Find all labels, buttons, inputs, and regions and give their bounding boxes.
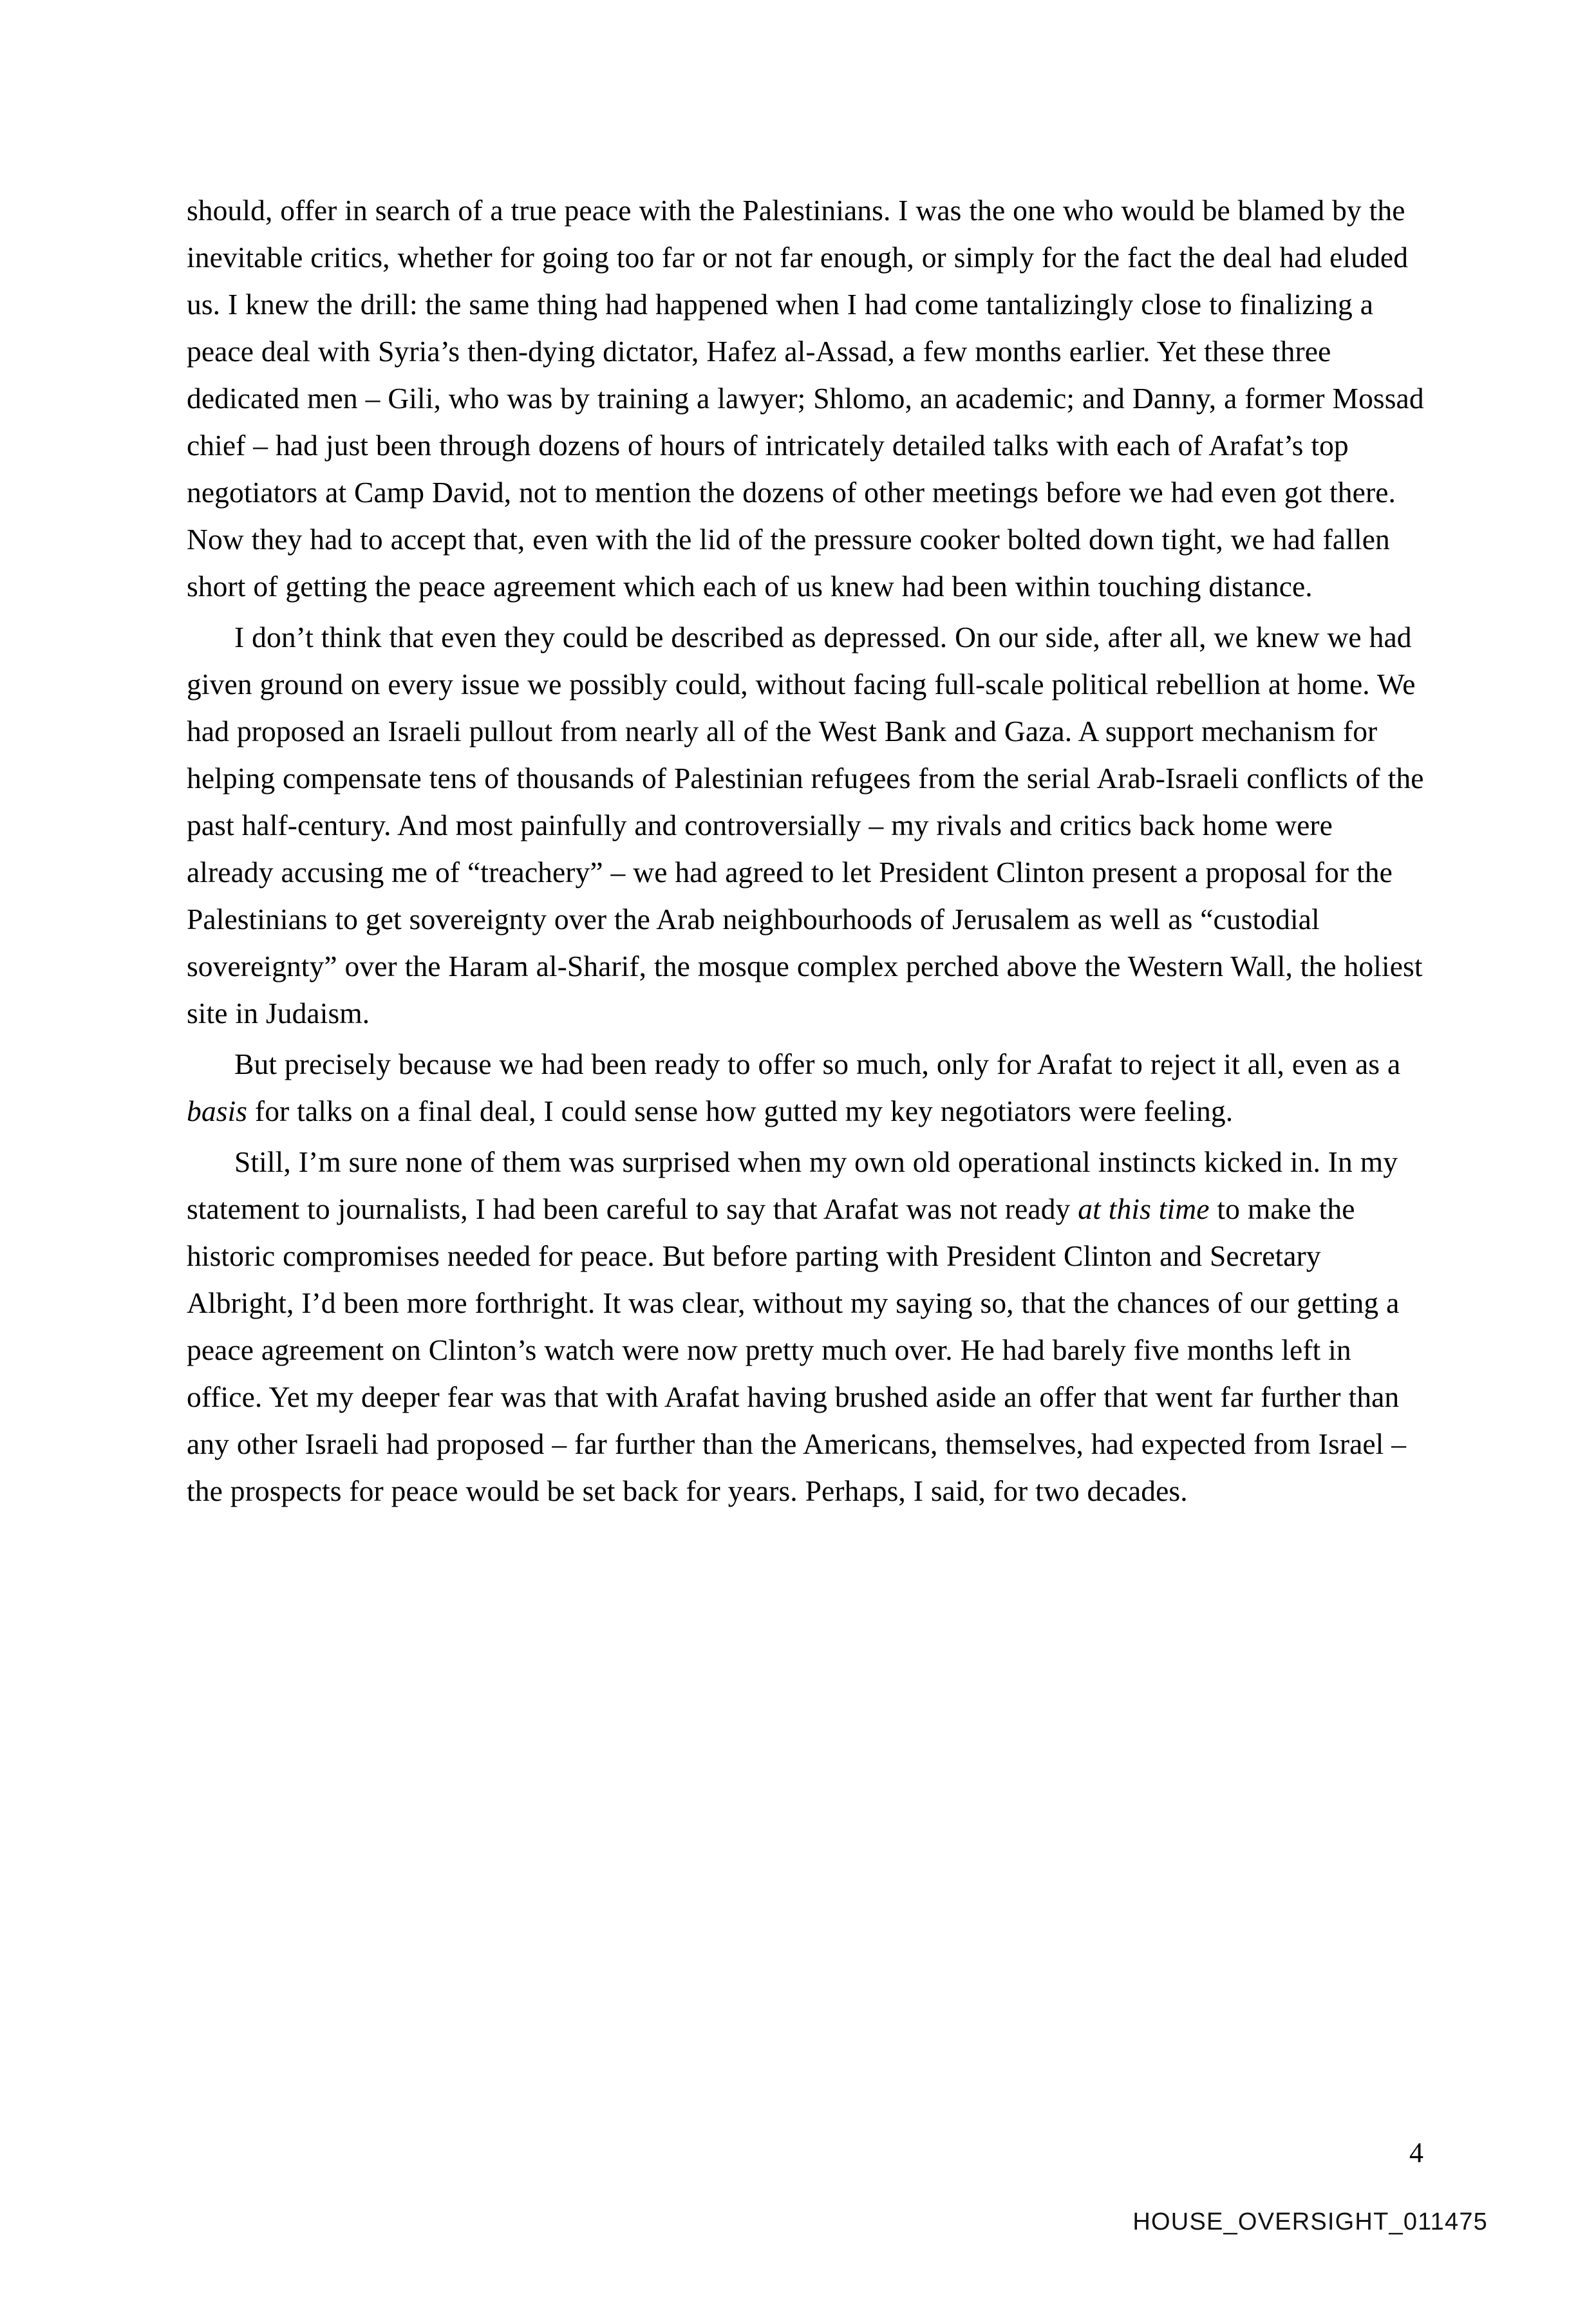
bates-stamp: HOUSE_OVERSIGHT_011475	[1132, 2208, 1488, 2235]
paragraph: I don’t think that even they could be described as depressed. On our side, after all, we knew we had given ground on every issue we possibly could, without facing full-scale political rebellion at home. We had proposed an Israeli pullout from nearly all of the West Bank and Gaza. A support mechanism for helping compensate tens of thousands of Palestinian refugees from the serial Arab-Israeli conflicts of the past half-century. And most painfully and controversially – my rivals and critics back home were already accusing me of “treachery” – we had agreed to let President Clinton present a proposal for the Palestinians to get sovereignty over the Arab neighbourhoods of Jerusalem as well as “custodial sovereignty” over the Haram al-Sharif, the mosque complex perched above the Western Wall, the holiest site in Judaism.	[187, 621, 1424, 1029]
emphasis-text: basis	[187, 1095, 248, 1127]
page-number: 4	[1409, 2137, 1423, 2168]
body-text	[187, 187, 1426, 1518]
paragraph: should, offer in search of a true peace with the Palestinians. I was the one who would be blamed by the inevitable critics, whether for going too far or not far enough, or simply for the fact the deal had eluded us. I knew the drill: the same thing had happened when I had come tantalizingly close to finalizing a peace deal with Syria’s then-dying dictator, Hafez al-Assad, a few months earlier. Yet these three dedicated men – Gili, who was by training a lawyer; Shlomo, an academic; and Danny, a former Mossad chief – had just been through dozens of hours of intricately detailed talks with each of Arafat’s top negotiators at Camp David, not to mention the dozens of other meetings before we had even got there. Now they had to accept that, even with the lid of the pressure cooker bolted down tight, we had fallen short of getting the peace agreement which each of us knew had been within touching distance.	[187, 194, 1424, 603]
emphasis-text: at this time	[1078, 1192, 1210, 1225]
paragraph: Still, I’m sure none of them was surprised when my own old operational instincts kicked in. In my statement to journalists, I had been careful to say that Arafat was not ready at this time to make the historic compromises needed for peace. But before parting with President Clinton and Secretary Albright, I’d been more forthright. It was clear, without my saying so, that the chances of our getting a peace agreement on Clinton’s watch were now pretty much over. He had barely five months left in office. Yet my deeper fear was that with Arafat having brushed aside an offer that went far further than any other Israeli had proposed – far further than the Americans, themselves, had expected from Israel – the prospects for peace would be set back for years. Perhaps, I said, for two decades.	[187, 1145, 1407, 1507]
paragraph: But precisely because we had been ready to offer so much, only for Arafat to reject it all, even as a basis for talks on a final deal, I could sense how gutted my key negotiators were feeling.	[187, 1048, 1401, 1127]
